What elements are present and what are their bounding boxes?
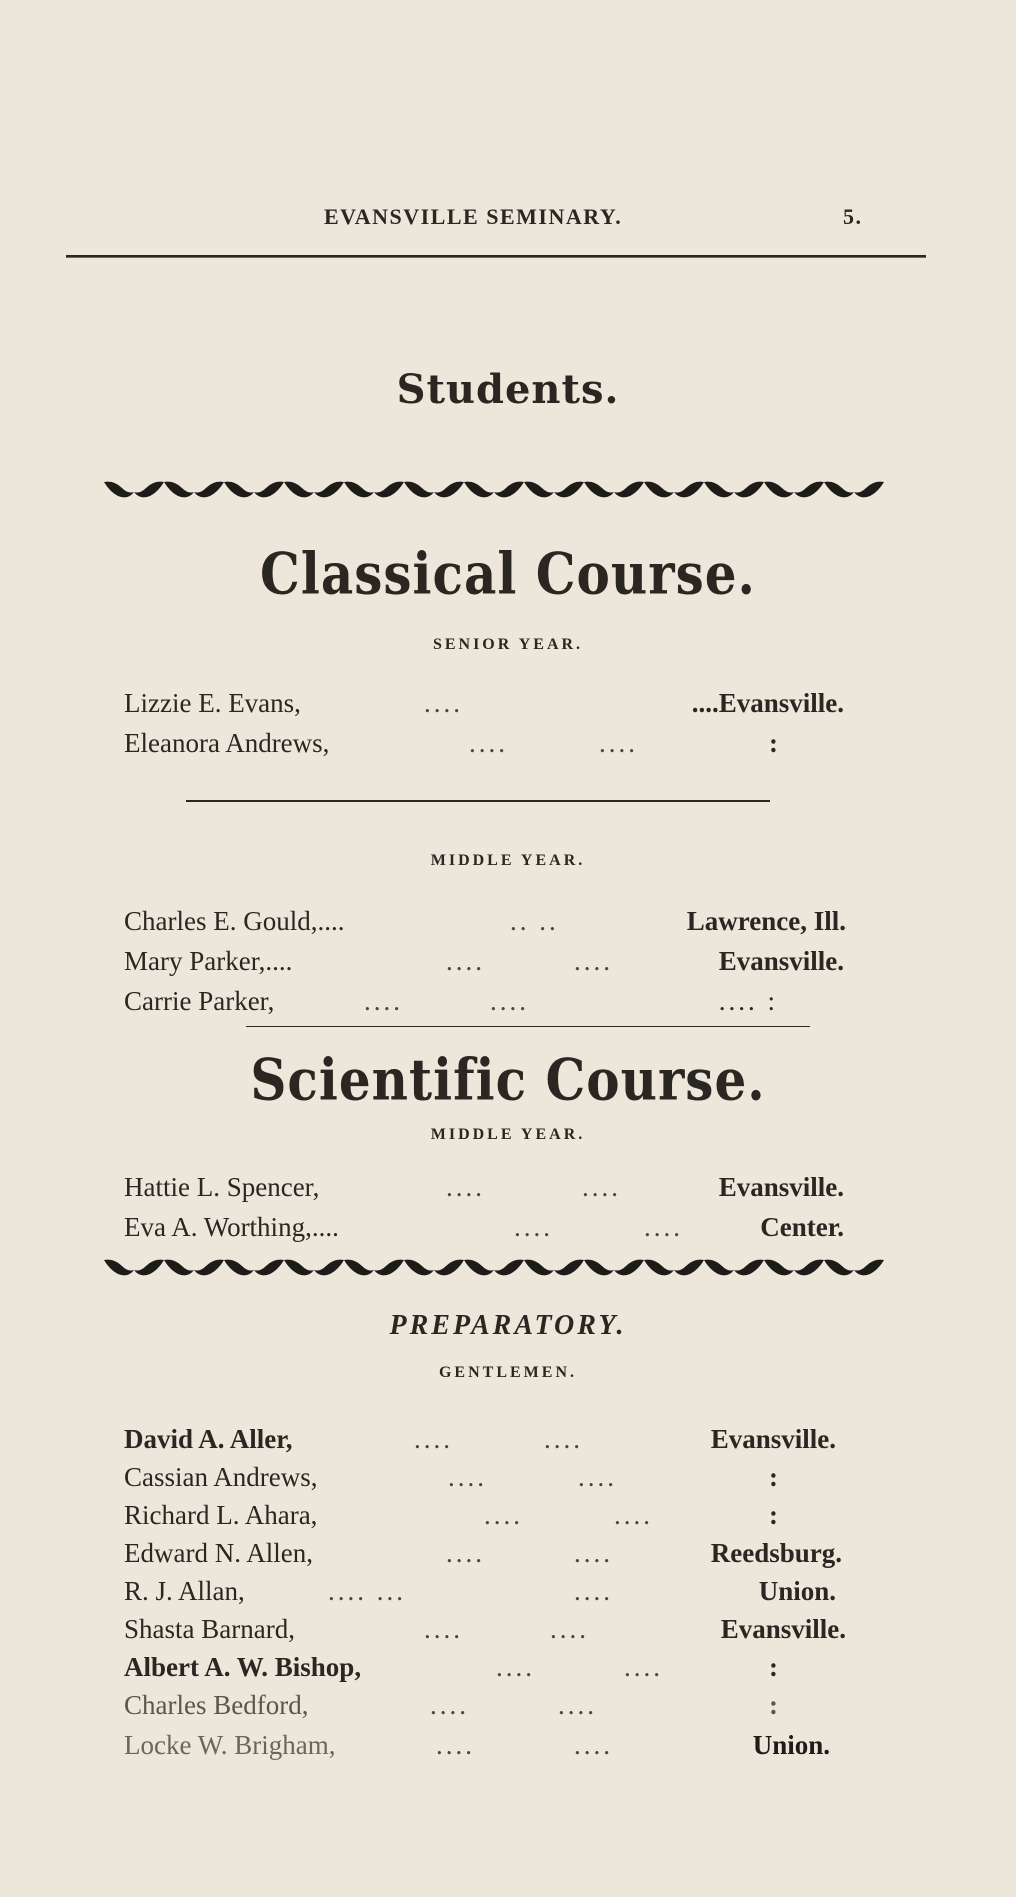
leader-dots: .... (624, 1652, 663, 1682)
student-town: Union. (752, 1730, 830, 1760)
leader-dots: .... (424, 1614, 463, 1644)
student-town: : (769, 1690, 778, 1720)
student-row (124, 946, 844, 982)
student-row (124, 1576, 844, 1612)
leader-dots: .... ... (328, 1576, 406, 1606)
student-town: ....Evansville. (691, 688, 844, 718)
leader-dots: .... (582, 1172, 621, 1202)
senior-year-label: SENIOR YEAR. (432, 636, 584, 653)
student-town: .... : (718, 986, 778, 1016)
student-row (124, 1730, 844, 1766)
leader-dots: .... (574, 1730, 613, 1760)
student-row (124, 1500, 844, 1536)
section-divider (246, 1026, 810, 1027)
leader-dots: .... (558, 1690, 597, 1720)
student-name: Eva A. Worthing,.... (124, 1212, 339, 1242)
leader-dots: .... (614, 1500, 653, 1530)
student-name: Locke W. Brigham, (124, 1730, 336, 1760)
leader-dots: .... (446, 946, 485, 976)
student-name: Shasta Barnard, (124, 1614, 295, 1644)
leader-dots: .... (599, 728, 638, 758)
leader-dots: .... (578, 1462, 617, 1492)
leader-dots: .... (574, 1538, 613, 1568)
leader-dots: .... (644, 1212, 683, 1242)
student-town: Center. (760, 1212, 844, 1242)
student-town: Reedsburg. (710, 1538, 842, 1568)
running-head-title: EVANSVILLE SEMINARY. (324, 204, 623, 229)
student-row (124, 1538, 844, 1574)
student-town: : (769, 728, 778, 758)
student-row (124, 1462, 844, 1498)
ornamental-border-top (104, 478, 884, 506)
student-row (124, 1652, 844, 1688)
preparatory-heading: PREPARATORY. (389, 1310, 627, 1341)
student-town: Evansville. (718, 946, 844, 976)
header-rule (66, 255, 926, 258)
student-name: R. J. Allan, (124, 1576, 245, 1606)
student-name: Hattie L. Spencer, (124, 1172, 320, 1202)
student-town: Lawrence, Ill. (686, 906, 846, 936)
student-row (124, 1172, 844, 1208)
leader-dots: .... (496, 1652, 535, 1682)
leader-dots: .... (550, 1614, 589, 1644)
student-town: : (769, 1500, 778, 1530)
student-row (124, 1614, 844, 1650)
student-row (124, 1212, 844, 1248)
gentlemen-label: GENTLEMEN. (438, 1364, 577, 1381)
leader-dots: .... (469, 728, 508, 758)
student-name: Charles E. Gould,.... (124, 906, 345, 936)
student-name: Carrie Parker, (124, 986, 275, 1016)
student-row (124, 728, 844, 764)
student-name: Mary Parker,.... (124, 946, 293, 976)
ornamental-border-bottom (104, 1256, 884, 1284)
leader-dots: .... (364, 986, 403, 1016)
leader-dots: .... (484, 1500, 523, 1530)
student-row (124, 906, 844, 942)
students-heading: Students. (396, 366, 620, 413)
leader-dots: .... (448, 1462, 487, 1492)
leader-dots: .... (574, 946, 613, 976)
middle-year-label: MIDDLE YEAR. (430, 852, 586, 869)
student-row (124, 688, 844, 724)
student-town: Union. (758, 1576, 836, 1606)
student-town: Evansville. (718, 1172, 844, 1202)
student-name: Charles Bedford, (124, 1690, 309, 1720)
section-divider (186, 800, 770, 802)
student-town: Evansville. (720, 1614, 846, 1644)
student-town: Evansville. (710, 1424, 836, 1454)
leader-dots: .... (490, 986, 529, 1016)
student-row (124, 986, 844, 1022)
leader-dots: .... (544, 1424, 583, 1454)
student-name: Cassian Andrews, (124, 1462, 318, 1492)
classical-course-heading: Classical Course. (260, 539, 756, 608)
scientific-course-heading: Scientific Course. (250, 1045, 766, 1114)
leader-dots: .... (414, 1424, 453, 1454)
student-row (124, 1690, 844, 1726)
student-name: Albert A. W. Bishop, (124, 1652, 362, 1682)
student-town: : (769, 1462, 778, 1492)
student-name: Eleanora Andrews, (124, 728, 330, 758)
leader-dots: .... (514, 1212, 553, 1242)
student-name: Edward N. Allen, (124, 1538, 313, 1568)
student-name: Richard L. Ahara, (124, 1500, 318, 1530)
leader-dots: .... (574, 1576, 613, 1606)
middle-year-label: MIDDLE YEAR. (430, 1126, 586, 1143)
student-name: Lizzie E. Evans, (124, 688, 301, 718)
leader-dots: .... (446, 1172, 485, 1202)
leader-dots: .... (436, 1730, 475, 1760)
leader-dots: .... (424, 688, 463, 718)
leader-dots: .. .. (510, 906, 559, 936)
leader-dots: .... (430, 1690, 469, 1720)
student-row (124, 1424, 844, 1460)
student-town: : (769, 1652, 778, 1682)
leader-dots: .... (446, 1538, 485, 1568)
student-name: David A. Aller, (124, 1424, 293, 1454)
page-number: 5. (843, 204, 863, 229)
